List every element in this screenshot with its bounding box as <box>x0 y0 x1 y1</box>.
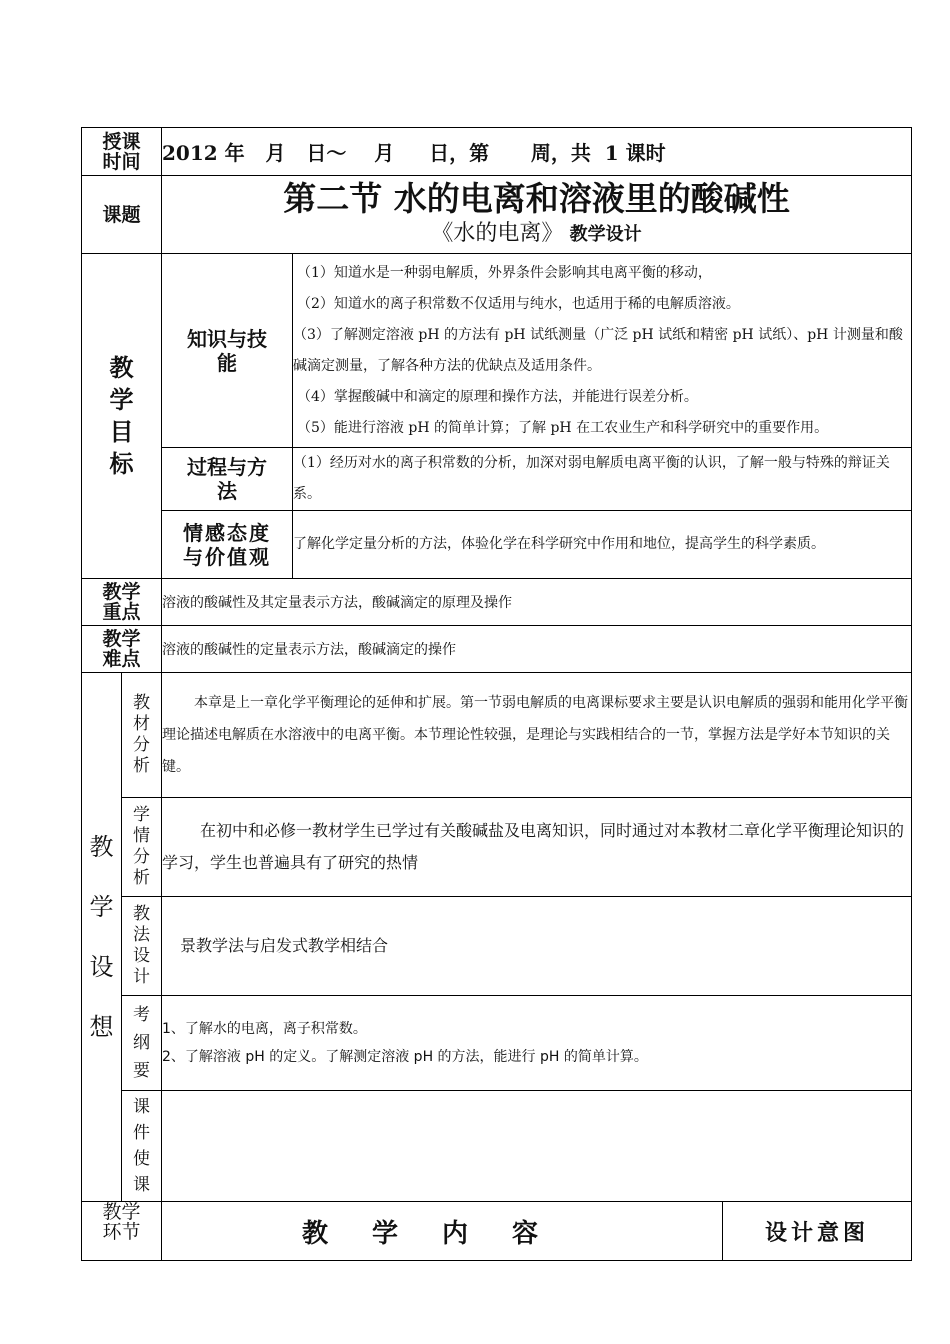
exam-item: 1、了解水的电离，离子积常数。 <box>162 1021 367 1037</box>
design-label-char: 设 <box>89 953 114 981</box>
courseware-label: 课件使课 <box>122 1091 162 1202</box>
design-label-char: 学 <box>89 893 114 921</box>
knowledge-item: （1）知道水是一种弱电解质，外界条件会影响其电离平衡的移动， <box>297 264 712 281</box>
objectives-label <box>82 254 162 579</box>
content-header: 教学内容 <box>162 1202 723 1261</box>
textbook-label: 教材分析 <box>122 673 162 798</box>
difficulty-text: 溶液的酸碱性的定量表示方法，酸碱滴定的操作 <box>162 626 912 673</box>
objective-knowledge-row <box>82 254 912 448</box>
knowledge-label: 知识与技能 <box>162 254 293 448</box>
time-label: 授课时间 <box>82 128 162 176</box>
students-row <box>82 798 912 897</box>
method-text: 景教学法与启发式教学相结合 <box>162 897 912 996</box>
knowledge-text <box>293 254 912 448</box>
exam-label: 考纲要 <box>122 996 162 1091</box>
design-label <box>82 673 122 1202</box>
process-label: 过程与方法 <box>162 448 293 511</box>
objective-process-row <box>82 448 912 511</box>
lesson-title: 第二节 水的电离和溶液里的酸碱性 <box>283 179 790 218</box>
lesson-plan-table <box>81 127 912 1261</box>
courseware-text <box>162 1091 912 1202</box>
key-point-row <box>82 579 912 626</box>
emotion-text: 了解化学定量分析的方法，体验化学在科学研究中作用和地位，提高学生的科学素质。 <box>293 511 912 579</box>
courseware-row <box>82 1091 912 1202</box>
steps-label: 教学环节 <box>82 1202 162 1261</box>
knowledge-item: （5）能进行溶液 pH 的简单计算；了解 pH 在工农业生产和科学研究中的重要作用。 <box>297 419 829 436</box>
design-label-char: 想 <box>89 1013 114 1041</box>
exam-text <box>162 996 912 1091</box>
lesson-subtitle-suffix: 教学设计 <box>563 224 642 245</box>
exam-row <box>82 996 912 1091</box>
objectives-label-char: 学 <box>109 385 134 414</box>
method-row <box>82 897 912 996</box>
lesson-subtitle-main: 《水的电离》 <box>431 221 564 246</box>
objectives-label-char: 教 <box>109 353 134 382</box>
textbook-text: 本章是上一章化学平衡理论的延伸和扩展。第一节弱电解质的电离课标要求主要是认识电解质的强弱和能用化学平衡理论描述电解质在水溶液中的电离平衡。本节理论性较强，是理论与实践相结合的一节，掌握方法是学好本节知识的关键。 <box>162 673 912 798</box>
objectives-label-char: 标 <box>109 449 134 478</box>
knowledge-item: （4）掌握酸碱中和滴定的原理和操作方法，并能进行误差分析。 <box>297 388 698 405</box>
date-line: 2012 年 月 日～ 月 日，第 周，共 1 课时 <box>162 128 912 176</box>
steps-header-row <box>82 1202 912 1261</box>
lesson-subtitle <box>162 220 911 249</box>
knowledge-item: （3）了解测定溶液 pH 的方法有 pH 试纸测量（广泛 pH 试纸和精密 pH 试纸）、pH 计测量和酸碱滴定测量，了解各种方法的优缺点及适用条件。 <box>293 326 903 374</box>
topic-label: 课题 <box>82 176 162 254</box>
time-row <box>82 128 912 176</box>
objectives-label-char: 目 <box>109 417 134 446</box>
knowledge-item: （2）知道水的离子积常数不仅适用与纯水，也适用于稀的电解质溶液。 <box>297 295 740 312</box>
intent-header: 设计意图 <box>723 1202 912 1261</box>
difficulty-label: 教学难点 <box>82 626 162 673</box>
design-label-char: 教 <box>89 833 114 861</box>
textbook-row <box>82 673 912 798</box>
students-label: 学情分析 <box>122 798 162 897</box>
exam-item: 2、了解溶液 pH 的定义。了解测定溶液 pH 的方法，能进行 pH 的简单计算。 <box>162 1049 648 1065</box>
key-point-label: 教学重点 <box>82 579 162 626</box>
topic-row <box>82 176 912 254</box>
process-text: （1）经历对水的离子积常数的分析，加深对弱电解质电离平衡的认识，了解一般与特殊的辩证关系。 <box>293 448 912 511</box>
objective-emotion-row <box>82 511 912 579</box>
students-text: 在初中和必修一教材学生已学过有关酸碱盐及电离知识，同时通过对本教材二章化学平衡理论知识的学习，学生也普遍具有了研究的热情 <box>162 798 912 897</box>
emotion-label: 情感态度与价值观 <box>162 511 293 579</box>
difficulty-row <box>82 626 912 673</box>
topic-cell <box>162 176 912 254</box>
key-point-text: 溶液的酸碱性及其定量表示方法，酸碱滴定的原理及操作 <box>162 579 912 626</box>
method-label: 教法设计 <box>122 897 162 996</box>
